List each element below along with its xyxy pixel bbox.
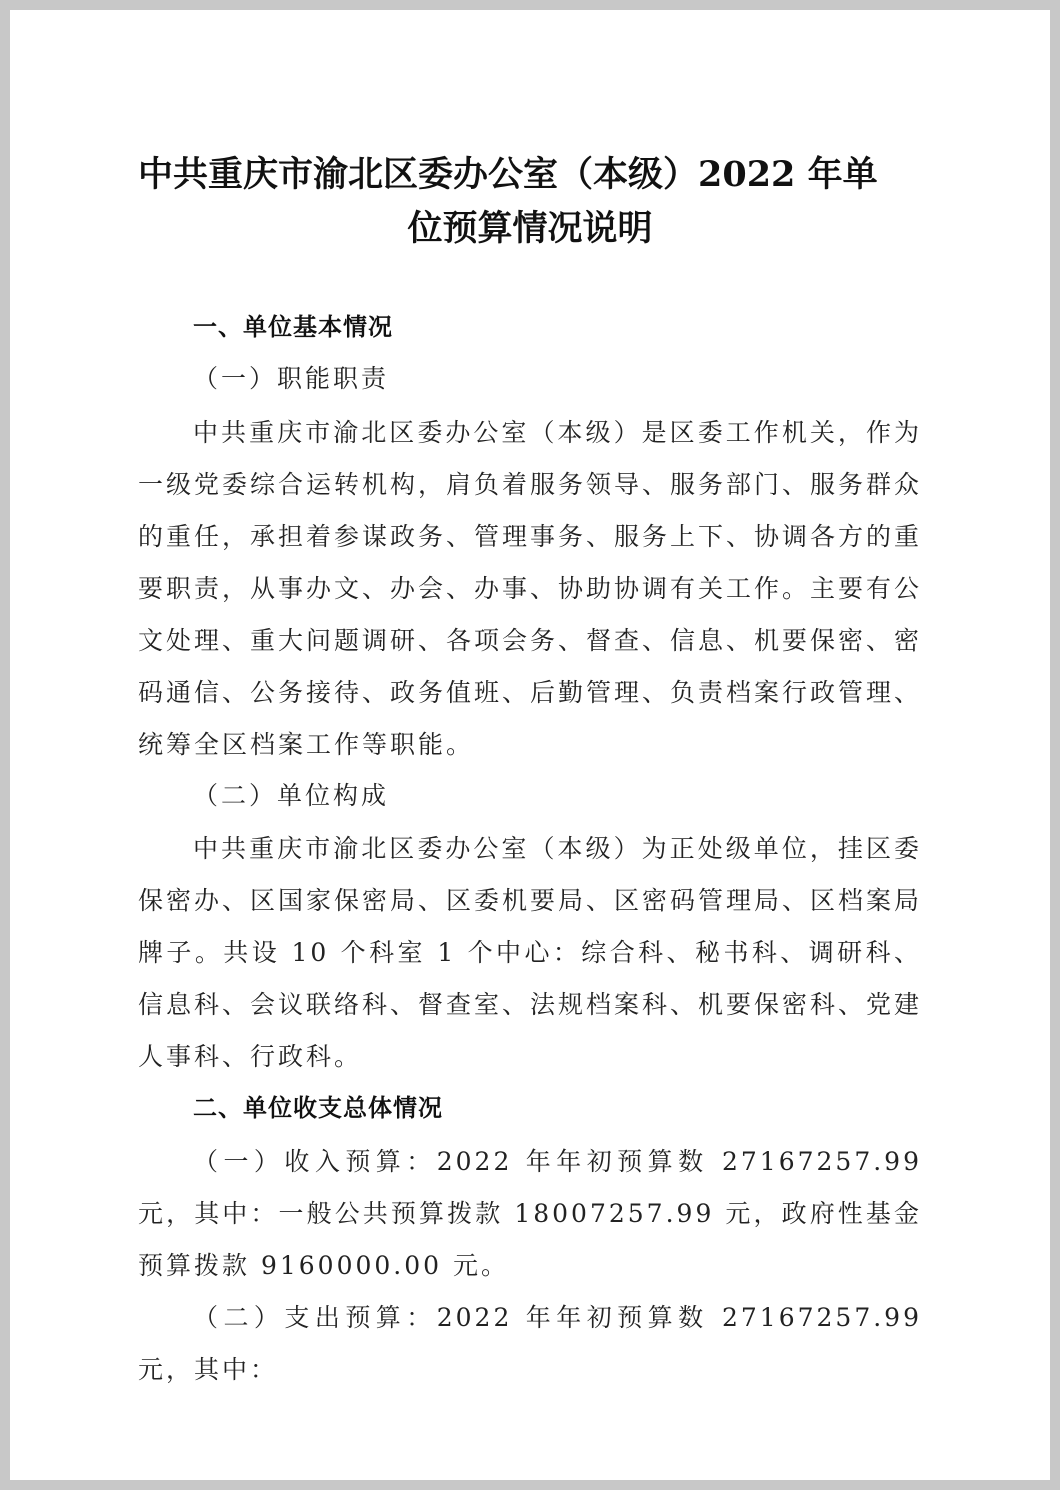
section-1-sub-2-heading: （二）单位构成 bbox=[193, 781, 390, 810]
title-line-2: 位预算情况说明 bbox=[407, 208, 653, 249]
section-1-sub-1-paragraph: 中共重庆市渝北区委办公室（本级）是区委工作机关，作为一级党委综合运转机构，肩负着服务领导、服务部门、服务群众的重任，承担着参谋政务、管理事务、服务上下、协调各方的重要职责，从事办文、办会、办事、协助协调有关工作。主要有公文处理、重大问题调研、各项会务、督查、信息、机要保密、密码通信、公务接待、政务值班、后勤管理、负责档案行政管理、统筹全区档案工作等职能。 bbox=[138, 418, 923, 759]
section-2-income-paragraph: （一）收入预算：2022 年年初预算数 27167257.99 元，其中：一般公共预算拨款 18007257.99 元，政府性基金预算拨款 9160000.00 元。 bbox=[138, 1147, 922, 1280]
document-title bbox=[138, 148, 922, 256]
title-line-1: 中共重庆市渝北区委办公室（本级）2022 年单 bbox=[138, 154, 878, 195]
section-1-sub-1-heading: （一）职能职责 bbox=[193, 364, 390, 393]
section-2-heading: 二、单位收支总体情况 bbox=[193, 1094, 443, 1122]
section-1-sub-2-paragraph: 中共重庆市渝北区委办公室（本级）为正处级单位，挂区委保密办、区国家保密局、区委机要局、区密码管理局、区档案局牌子。共设 10 个科室 1 个中心：综合科、秘书科、调研科、信息科、会议联络科、督查室、法规档案科、机要保密科、党建人事科、行政科。 bbox=[138, 834, 923, 1071]
section-1-heading: 一、单位基本情况 bbox=[193, 313, 393, 341]
section-2-expense-paragraph: （二）支出预算：2022 年年初预算数 27167257.99 元，其中： bbox=[138, 1303, 922, 1384]
document-page bbox=[10, 10, 1050, 1480]
